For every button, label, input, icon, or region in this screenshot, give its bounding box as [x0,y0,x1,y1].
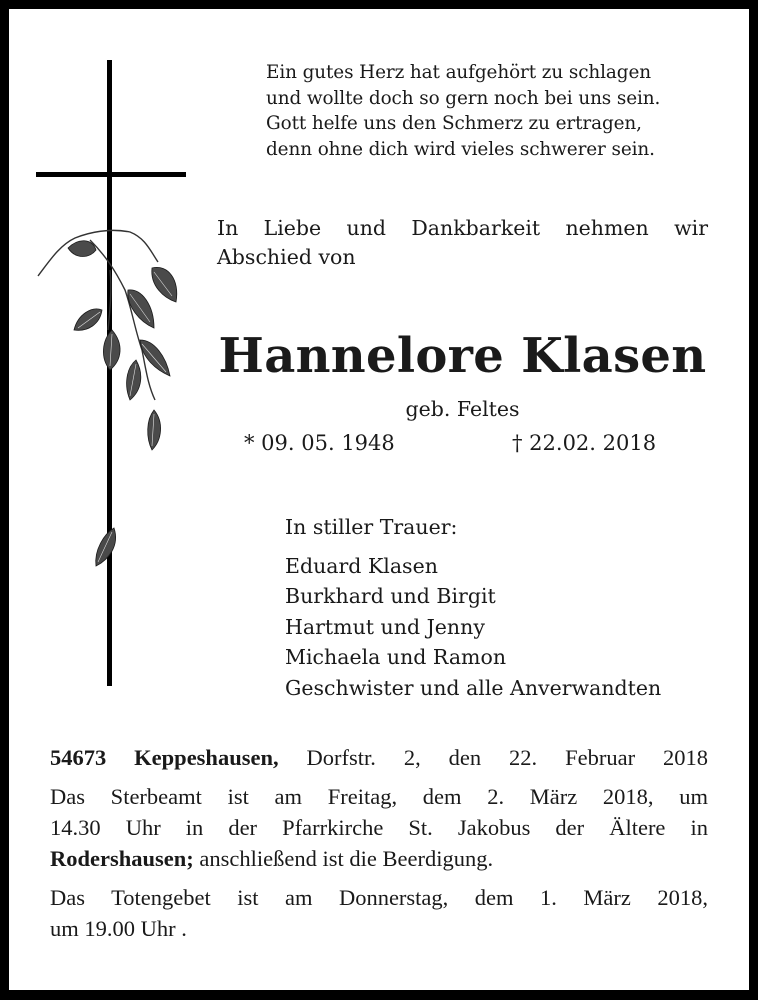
poem-line: Gott helfe uns den Schmerz zu ertragen, [266,113,642,134]
intro-line-2: Abschied von [217,245,356,269]
birch-branch-icon [30,210,190,590]
mourner-name: Eduard Klasen [285,553,438,578]
funeral-line-3: anschließend ist die Beerdigung. [193,846,494,871]
mourners-heading: In stiller Trauer: [285,515,458,539]
prayer-line-1: Das Totengebet ist am Donnerstag, dem 1. März 2018, [50,885,708,910]
mourner-name: Burkhard und Birgit [285,584,496,608]
address-rest: Dorfstr. 2, den 22. Februar 2018 [278,745,709,770]
poem-line: denn ohne dich wird vieles schwerer sein. [266,138,655,160]
funeral-info [50,781,708,874]
intro-text [217,214,708,272]
deceased-name: Hannelore Klasen [218,328,707,384]
intro-line-1: In Liebe und Dankbarkeit nehmen wir [217,216,708,240]
funeral-line-1: Das Sterbeamt ist am Freitag, dem 2. März 2018, um [50,784,708,809]
prayer-line-2: um 19.00 Uhr . [50,916,187,941]
footer-details [50,742,708,952]
mourner-name: Michaela und Ramon [285,645,507,669]
prayer-info [50,882,708,944]
maiden-name: geb. Feltes [405,397,520,421]
address-line [50,742,708,773]
poem [266,60,660,162]
birth-date: * 09. 05. 1948 [244,431,395,455]
funeral-line-2: 14.30 Uhr in der Pfarrkirche St. Jakobus der Ältere in [50,815,708,840]
death-date: † 22.02. 2018 [512,431,657,455]
cross-icon-horizontal-beam [36,172,186,177]
mourners-list [285,512,661,703]
poem-line: und wollte doch so gern noch bei uns sein. [266,87,661,109]
funeral-town: Rodershausen; [50,846,194,871]
poem-line: Ein gutes Herz hat aufgehört zu schlagen [266,62,651,83]
mourner-name: Hartmut und Jenny [285,614,485,639]
address-city: 54673 Keppeshausen, [50,745,279,770]
mourner-name: Geschwister und alle Anverwandten [285,675,662,700]
